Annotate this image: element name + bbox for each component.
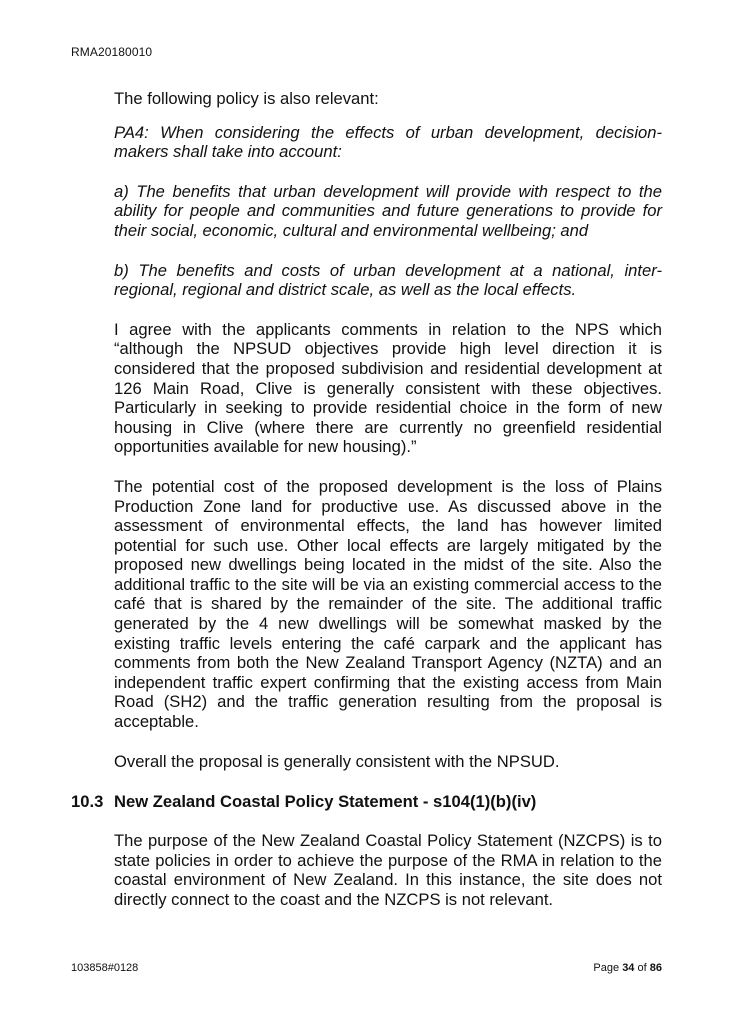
cost-paragraph: The potential cost of the proposed development is the loss of Plains Production Zone land for productive use. As discussed above in the assessment of environmental effects, the land has however limited potential for such use. Other local effects are largely mitigated by the proposed new dwellings being located in the midst of the site. Also the additional traffic to the site will be via an existing commercial access to the café that is shared by the remainder of the site. The additional traffic generated by the 4 new dwellings will be somewhat masked by the existing traffic levels entering the café carpark and the applicant has comments from both the New Zealand Transport Agency (NZTA) and an independent traffic expert confirming that the existing access from Main Road (SH2) and the traffic generation resulting from the proposal is acceptable.: [114, 476, 662, 732]
page-of: of: [637, 962, 647, 974]
section-heading: [71, 792, 536, 812]
policy-pa4: PA4: When considering the effects of urban development, decision-makers shall take into account:: [114, 122, 662, 162]
policy-a: a) The benefits that urban development will provide with respect to the ability for people and communities and future generations to provide for their social, economic, cultural and environmental wellbeing; and: [114, 181, 662, 240]
section-title: New Zealand Coastal Policy Statement - s104(1)(b)(iv): [114, 792, 537, 811]
section-paragraph: The purpose of the New Zealand Coastal Policy Statement (NZCPS) is to state policies in order to achieve the purpose of the RMA in relation to the coastal environment of New Zealand. In this instance, the site does not directly connect to the coast and the NZCPS is not relevant.: [114, 831, 662, 909]
overall-paragraph: Overall the proposal is generally consistent with the NPSUD.: [114, 751, 560, 771]
header-reference: RMA20180010: [71, 45, 153, 59]
footer-page-number: [593, 962, 662, 974]
section-body: [114, 831, 662, 909]
page-total: 86: [649, 962, 662, 974]
body-text: [114, 89, 662, 771]
section-number: 10.3: [71, 792, 104, 811]
footer-doc-id: 103858#0128: [71, 962, 139, 974]
policy-b: b) The benefits and costs of urban development at a national, inter-regional, regional and district scale, as well as the local effects.: [114, 260, 662, 300]
page-current: 34: [622, 962, 635, 974]
agreement-paragraph: I agree with the applicants comments in relation to the NPS which “although the NPSUD objectives provide high level direction it is considered that the proposed subdivision and residential development at 126 Main Road, Clive is generally consistent with these objectives. Particularly in seeking to provide residential choice in the form of new housing in Clive (where there are currently no greenfield residential opportunities available for new housing).”: [114, 319, 662, 457]
page-label: Page: [593, 962, 620, 974]
intro-paragraph: The following policy is also relevant:: [114, 89, 379, 108]
